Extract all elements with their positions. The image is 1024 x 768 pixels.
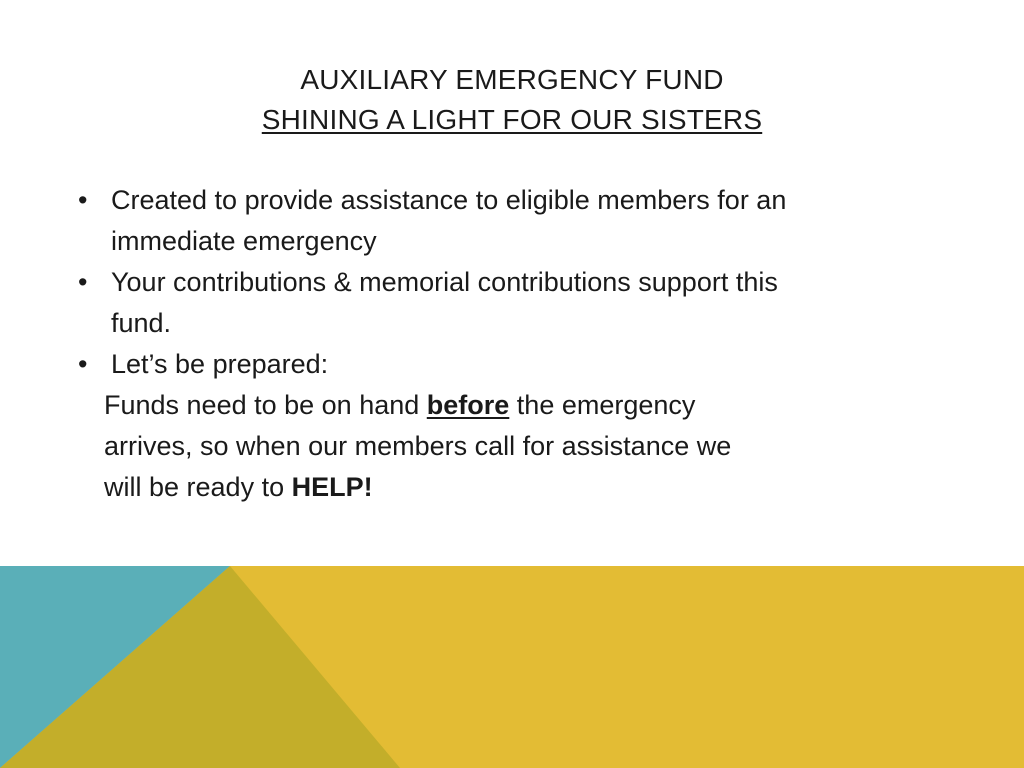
title-line-1: AUXILIARY EMERGENCY FUND: [300, 64, 724, 95]
title-line-2: SHINING A LIGHT FOR OUR SISTERS: [261, 104, 763, 135]
paragraph-line-2: arrives, so when our members call for assistance we: [104, 431, 732, 461]
bullet-item-3: [76, 344, 956, 385]
decorative-footer: [0, 566, 1024, 768]
bullet-text-line: Created to provide assistance to eligible members for an: [111, 185, 787, 215]
slide-body: [76, 180, 956, 508]
bullet-text-line: Your contributions & memorial contributions support this: [111, 267, 778, 297]
emphasis-help: HELP!: [291, 472, 373, 502]
bullet-marker: •: [78, 185, 88, 215]
paragraph-text: Funds need to be on hand: [104, 390, 427, 420]
bullet-text-line: immediate emergency: [111, 226, 377, 256]
slide-title: [0, 60, 1024, 140]
bullet-item-1: [76, 180, 956, 262]
paragraph-text: the emergency: [509, 390, 696, 420]
bullet-marker: •: [78, 267, 88, 297]
bullet-text-line: Let’s be prepared:: [111, 349, 329, 379]
paragraph-line-3: [76, 467, 956, 508]
paragraph-text: will be ready to: [104, 472, 292, 502]
emphasis-before: before: [426, 390, 510, 420]
bullet-item-2: [76, 262, 956, 344]
bullet-marker: •: [78, 349, 88, 379]
bullet-text-line: fund.: [111, 308, 172, 338]
paragraph-line-1: [76, 385, 956, 426]
